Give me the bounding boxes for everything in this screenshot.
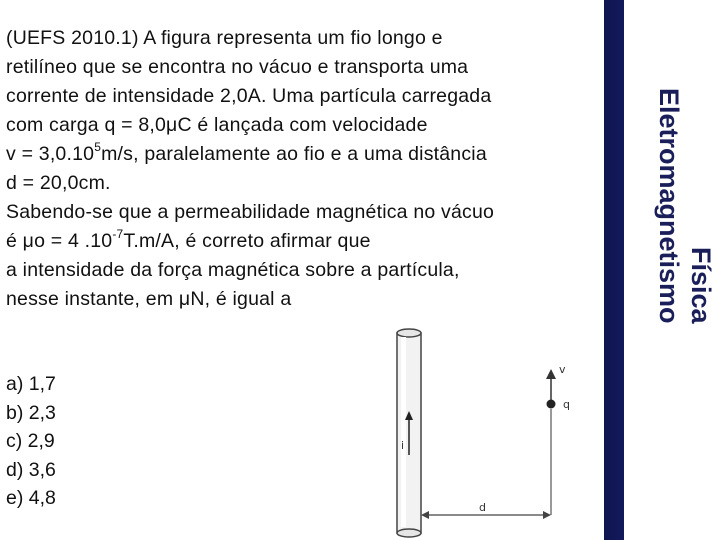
question-line: (UEFS 2010.1) A figura representa um fio longo e — [6, 27, 443, 49]
permeability-exponent: -7 — [112, 226, 124, 241]
option-b[interactable]: b) 2,3 — [6, 401, 56, 424]
author-first-name: Tomás — [654, 480, 708, 498]
question-line: corrente de intensidade 2,0A. Uma partícula carregada — [6, 85, 492, 107]
velocity-label: v — [559, 363, 566, 376]
permeability-text: é μo = 4 .10 — [6, 230, 113, 252]
answer-options — [6, 370, 56, 513]
title-eletromagnetismo: Eletromagnetismo — [654, 88, 684, 324]
sidebar-banner — [604, 0, 720, 540]
question-line: a intensidade da força magnética sobre a partícula, — [6, 259, 460, 281]
author-last-name: Wilson — [659, 512, 716, 530]
current-label: i — [401, 439, 405, 452]
wire-diagram — [375, 325, 585, 540]
velocity-exponent: 5 — [94, 139, 102, 154]
velocity-text-rest: m/s, paralelamente ao fio e a uma distância — [101, 143, 487, 165]
physics-figure — [375, 325, 585, 540]
question-line — [6, 140, 606, 169]
question-line: nesse instante, em μN, é igual a — [6, 288, 292, 310]
title-fisica: Física — [686, 247, 716, 324]
charge-dot — [547, 400, 556, 409]
question-text — [6, 24, 606, 314]
option-c[interactable]: c) 2,9 — [6, 430, 55, 452]
charge-label: q — [563, 398, 570, 411]
velocity-text: v = 3,0.10 — [6, 143, 95, 165]
option-d[interactable]: d) 3,6 — [6, 458, 56, 481]
question-line — [6, 227, 606, 256]
permeability-text-rest: T.m/A, é correto afirmar que — [123, 230, 371, 252]
question-line: com carga q = 8,0μC é lançada com velocidade — [6, 114, 428, 136]
question-line: Sabendo-se que a permeabilidade magnética no vácuo — [6, 201, 495, 223]
question-line: retilíneo que se encontra no vácuo e transporta uma — [6, 56, 469, 78]
option-e[interactable]: e) 4,8 — [6, 487, 56, 509]
question-line: d = 20,0cm. — [6, 172, 111, 194]
distance-arrow — [421, 511, 551, 519]
option-a[interactable]: a) 1,7 — [6, 373, 56, 395]
velocity-arrow — [546, 369, 556, 400]
vertical-title — [653, 88, 717, 324]
distance-label: d — [479, 501, 486, 514]
